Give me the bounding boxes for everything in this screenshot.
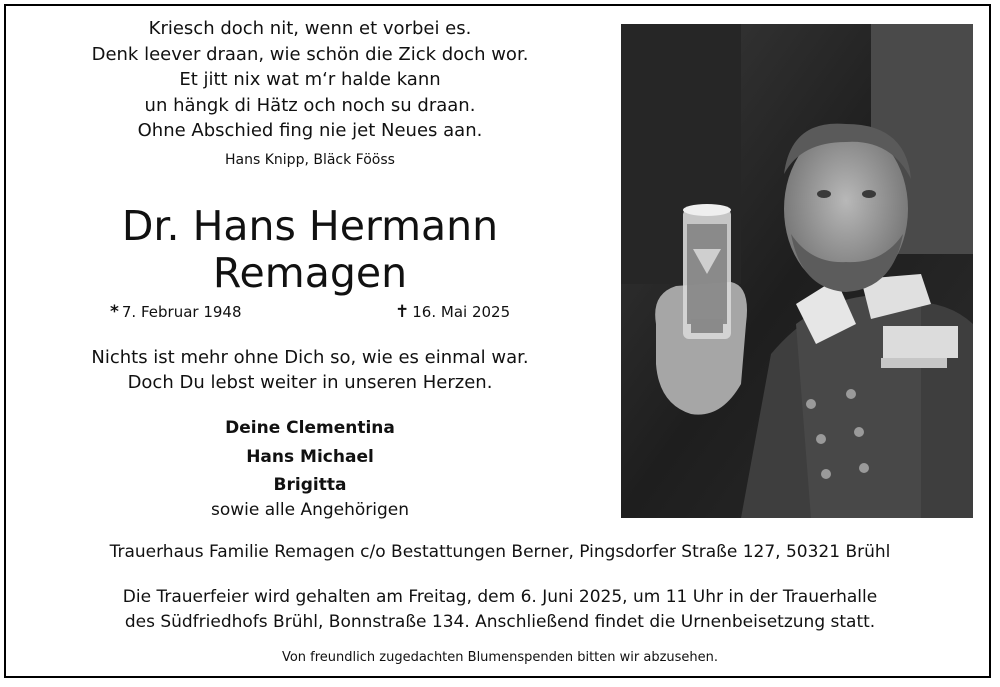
birth-date: 7. Februar 1948 bbox=[121, 303, 242, 321]
poem-line: Denk leever draan, wie schön die Zick doch wor. bbox=[91, 43, 529, 65]
funeral-service-info bbox=[0, 585, 1000, 635]
birth-date-row bbox=[110, 302, 242, 322]
quote-line: Nichts ist mehr ohne Dich so, wie es einmal war. bbox=[91, 347, 529, 368]
mourner-name: Deine Clementina bbox=[225, 418, 395, 438]
name-line-2: Remagen bbox=[212, 249, 408, 297]
poem bbox=[40, 16, 580, 144]
name-line-1: Dr. Hans Hermann bbox=[121, 202, 499, 250]
mourners-list bbox=[40, 414, 580, 500]
star-icon: * bbox=[110, 302, 119, 322]
poem-line: un hängk di Hätz och noch su draan. bbox=[144, 94, 476, 116]
service-line: des Südfriedhofs Brühl, Bonnstraße 134. Anschließend findet die Urnenbeisetzung statt. bbox=[124, 612, 876, 632]
deceased-name bbox=[40, 203, 580, 297]
poem-line: Kriesch doch nit, wenn et vorbei es. bbox=[148, 18, 472, 39]
relatives-line: sowie alle Angehörigen bbox=[210, 500, 410, 520]
mourner-name: Brigitta bbox=[273, 475, 347, 495]
death-date-row bbox=[395, 302, 510, 322]
portrait-photo bbox=[621, 24, 973, 518]
mourner-name: Hans Michael bbox=[246, 446, 374, 467]
flower-donation-note: Von freundlich zugedachten Blumenspenden bitten wir abzusehen. bbox=[281, 650, 719, 665]
mourning-house-address: Trauerhaus Familie Remagen c/o Bestattungen Berner, Pingsdorfer Straße 127, 50321 Brühl bbox=[109, 542, 891, 562]
quote-line: Doch Du lebst weiter in unseren Herzen. bbox=[127, 372, 493, 393]
memorial-quote bbox=[40, 345, 580, 395]
poem-line: Et jitt nix wat m‘r halde kann bbox=[179, 69, 441, 90]
death-date: 16. Mai 2025 bbox=[412, 303, 511, 321]
service-line: Die Trauerfeier wird gehalten am Freitag, dem 6. Juni 2025, um 11 Uhr in der Trauerhalle bbox=[122, 587, 878, 607]
poem-line: Ohne Abschied fing nie jet Neues aan. bbox=[137, 120, 483, 141]
cross-icon: ✝ bbox=[395, 302, 410, 322]
poem-attribution: Hans Knipp, Bläck Fööss bbox=[225, 152, 395, 168]
